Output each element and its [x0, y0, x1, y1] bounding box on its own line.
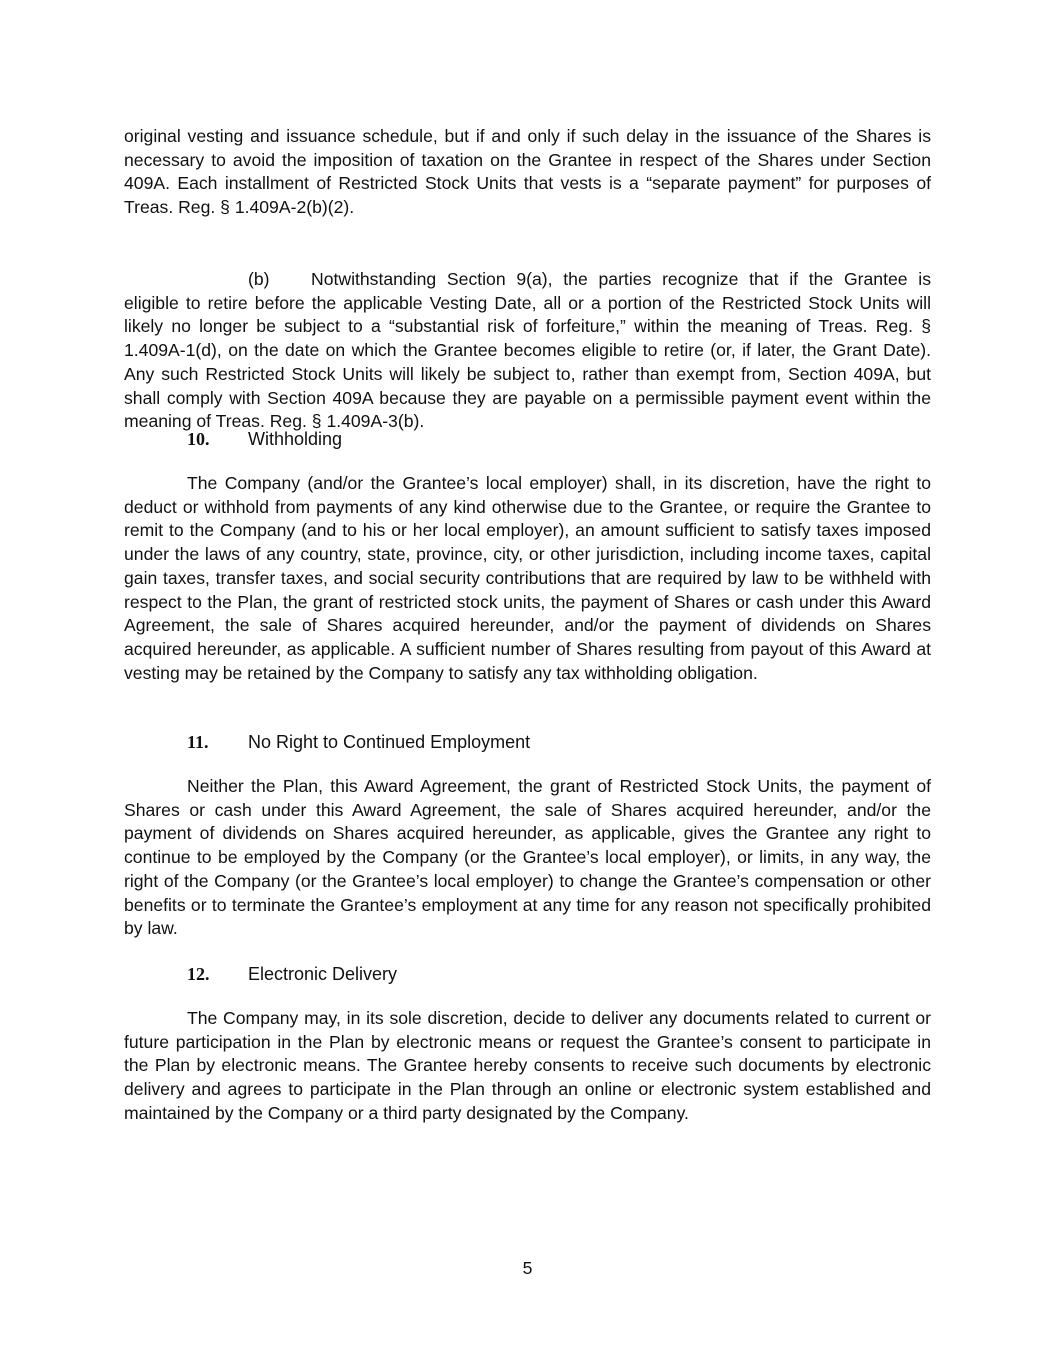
section-title: No Right to Continued Employment — [248, 732, 531, 752]
paragraph-10: The Company (and/or the Grantee’s local employer) shall, in its discretion, have the right to deduct or withhold from payments of any kind otherwise due to the Grantee, or require the Grantee to remit to the Company (and to his or her local employer), an amount sufficient to satisfy taxes imposed under the laws of any country, state, province, city, or other jurisdiction, including income taxes, capital gain taxes, transfer taxes, and social security contributions that are required by law to be withheld with respect to the Plan, the grant of restricted stock units, the payment of Shares or cash under this Award Agreement, the sale of Shares acquired hereunder, and/or the payment of dividends on Shares acquired hereunder, as applicable. A sufficient number of Shares resulting from payout of this Award at vesting may be retained by the Company to satisfy any tax withholding obligation. — [124, 473, 931, 683]
paragraph-11: Neither the Plan, this Award Agreement, the grant of Restricted Stock Units, the payment of Shares or cash under this Award Agreement, the sale of Shares acquired hereunder, and/or the payment of dividends on Shares acquired hereunder, as applicable, gives the Grantee any right to continue to be employed by the Company (or the Grantee’s local employer), or limits, in any way, the right of the Company (or the Grantee’s local employer) to change the Grantee’s compensation or other benefits or to terminate the Grantee’s employment at any time for any reason not specifically prohibited by law. — [124, 776, 931, 939]
section-title: Electronic Delivery — [248, 964, 398, 984]
subsection-label: (b) — [248, 269, 270, 289]
paragraph-9b-text: Notwithstanding Section 9(a), the parties recognize that if the Grantee is eligible to retire before the applicable Vesting Date, all or a portion of the Restricted Stock Units will likely no longer be subject to a “substantial risk of forfeiture,” within the meaning of Treas. Reg. § 1.409A-1(d), on the date on which the Grantee becomes eligible to retire (or, if later, the Grant Date). Any such Restricted Stock Units will likely be subject to, rather than exempt from, Section 409A, but shall comply with Section 409A because they are payable on a permissible payment event within the meaning of Treas. Reg. § 1.409A-3(b). — [124, 269, 931, 432]
section-number: 10. — [187, 429, 210, 449]
paragraph-9b — [124, 268, 931, 434]
page-number: 5 — [522, 1258, 533, 1278]
paragraph-12: The Company may, in its sole discretion, decide to deliver any documents related to current or future participation in the Plan by electronic means or request the Grantee’s consent to participate in the Plan by electronic means. The Grantee hereby consents to receive such documents by electronic delivery and agrees to participate in the Plan through an online or electronic system established and maintained by the Company or a third party designated by the Company. — [124, 1008, 931, 1123]
section-title: Withholding — [248, 429, 343, 449]
section-heading-11 — [187, 731, 530, 755]
section-number: 11. — [187, 732, 209, 752]
section-number: 12. — [187, 964, 210, 984]
section-heading-12 — [187, 963, 397, 987]
section-heading-10 — [187, 428, 342, 452]
paragraph-continued: original vesting and issuance schedule, but if and only if such delay in the issuance of the Shares is necessary to avoid the imposition of taxation on the Grantee in respect of the Shares under Section 409A. Each installment of Restricted Stock Units that vests is a “separate payment” for purposes of Treas. Reg. § 1.409A-2(b)(2). — [124, 126, 931, 218]
